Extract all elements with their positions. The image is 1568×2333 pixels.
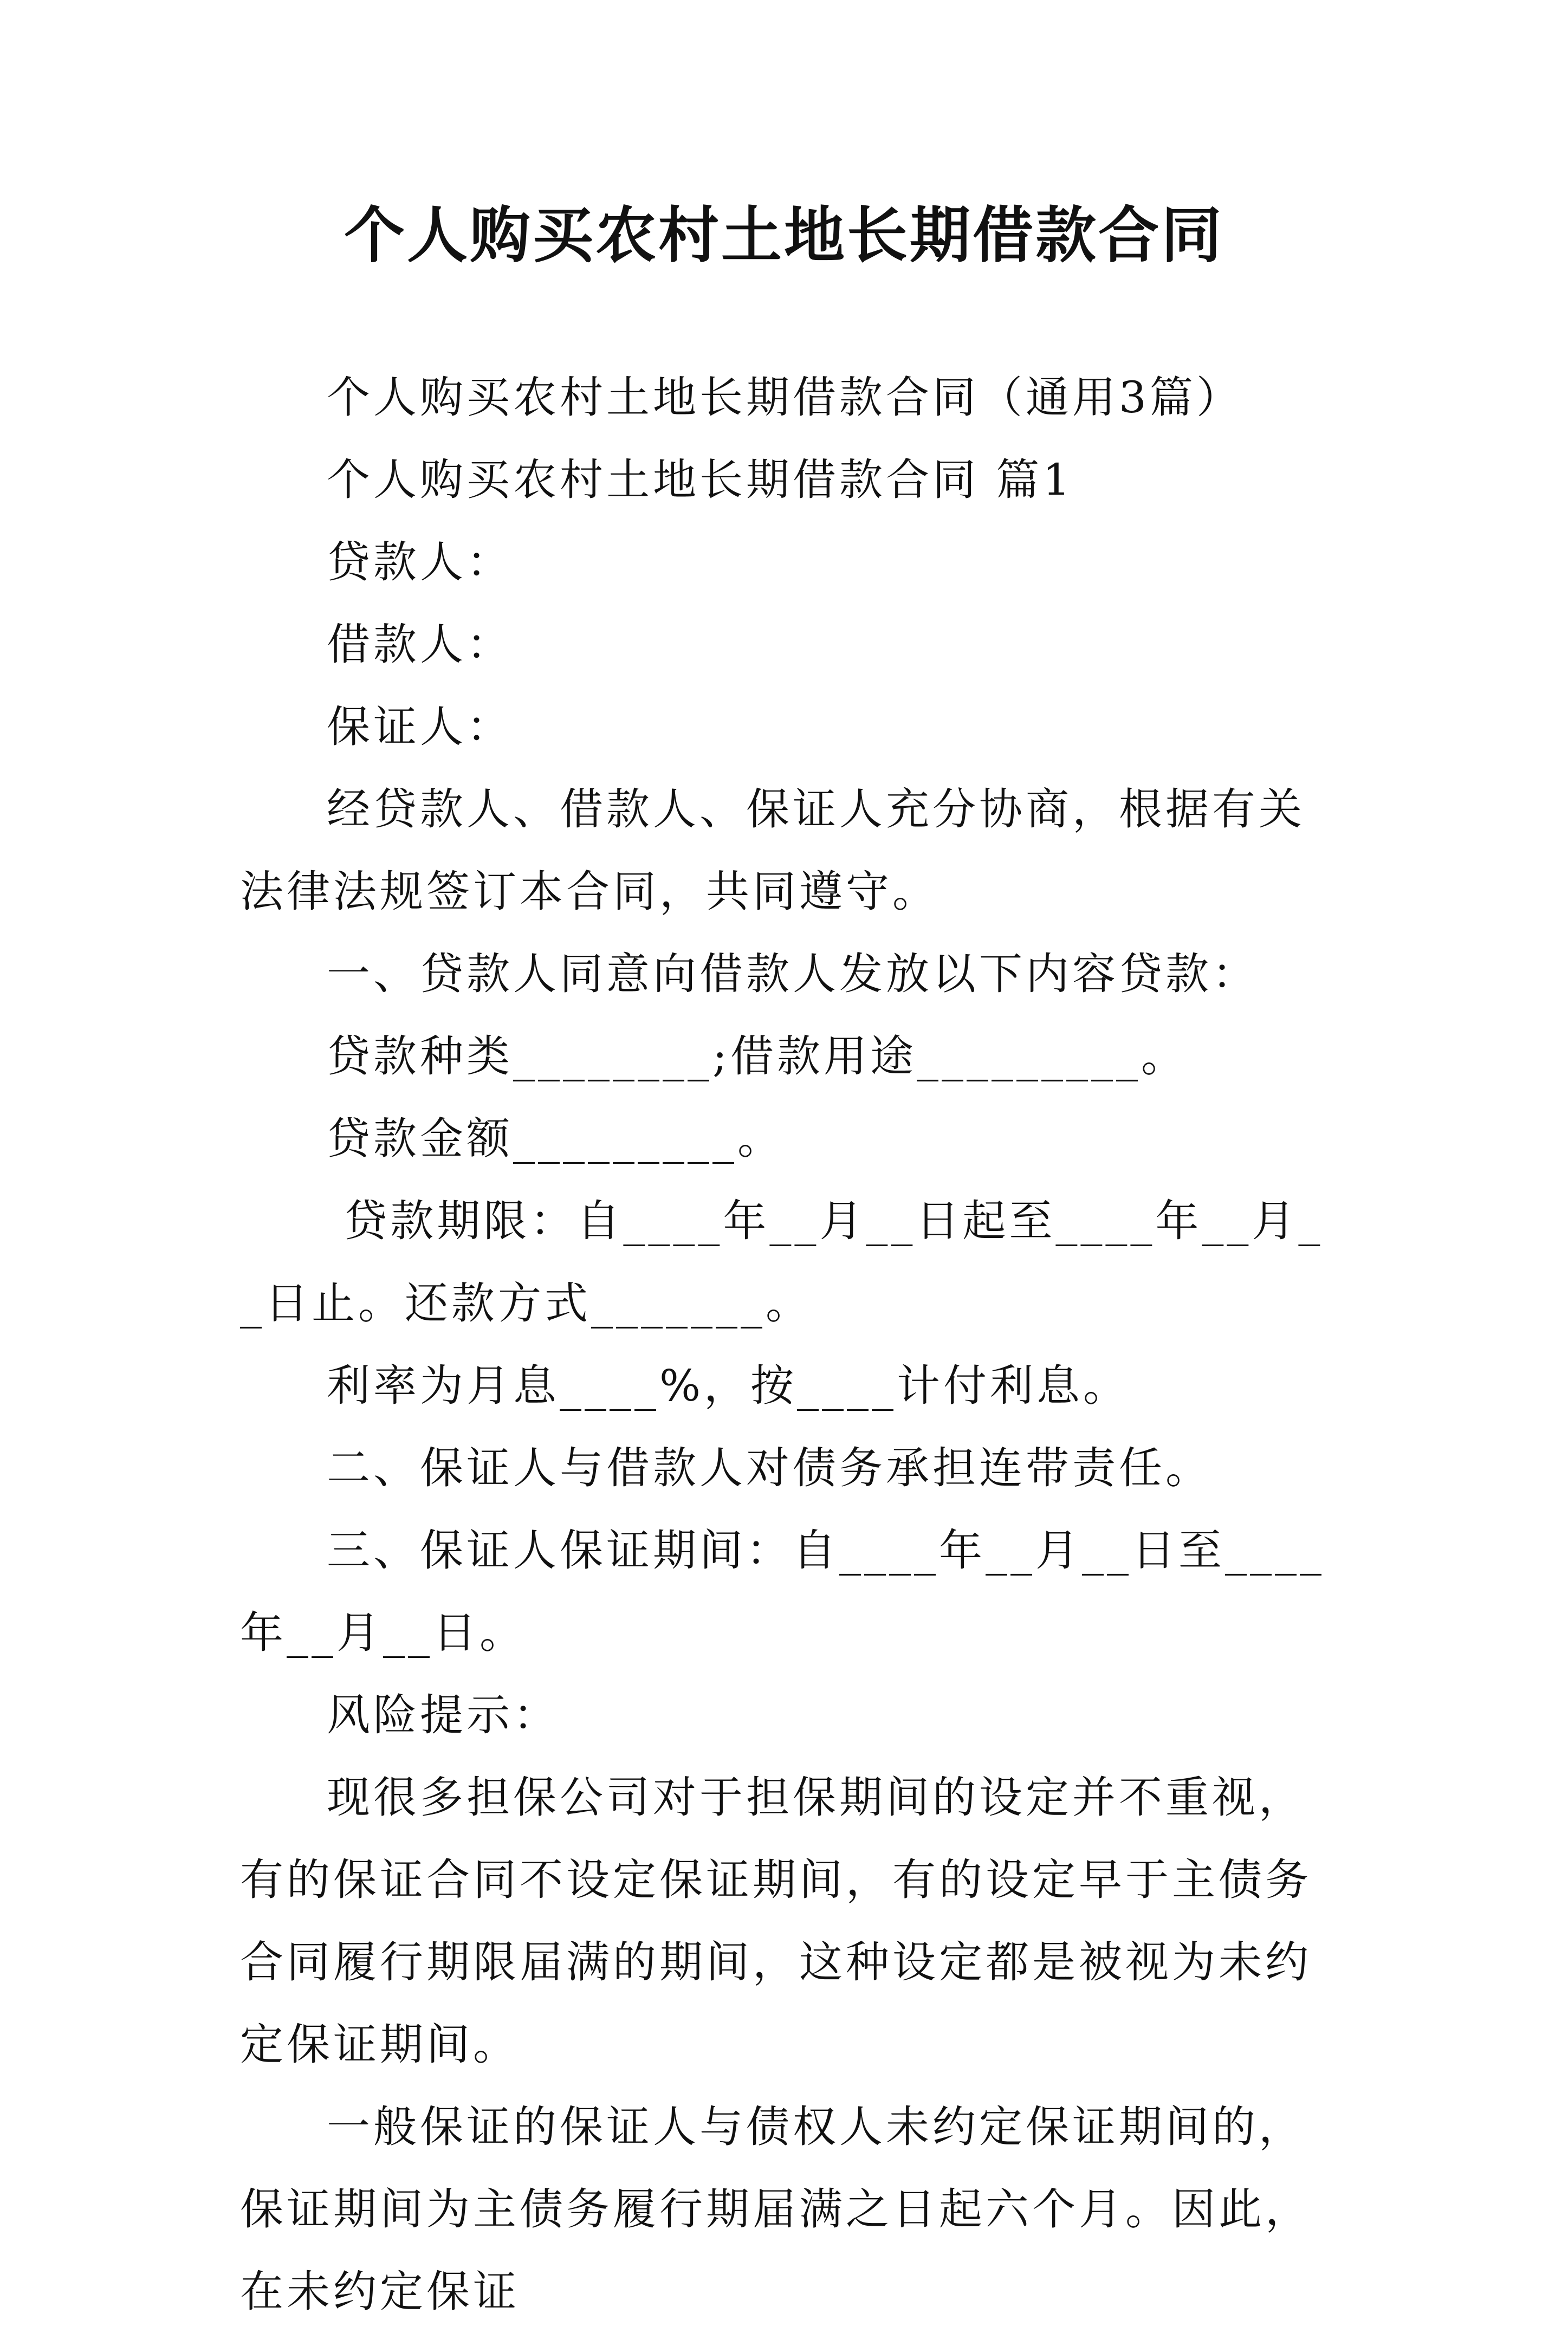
paragraph-interest-rate: 利率为月息____%，按____计付利息。 <box>327 1360 1130 1411</box>
paragraph-loan-type: 贷款种类________;借款用途_________。 <box>327 1031 1188 1081</box>
paragraph-subtitle: 个人购买农村土地长期借款合同（通用3篇） <box>327 372 1243 423</box>
paragraph-borrower: 借款人： <box>327 619 513 670</box>
document-title: 个人购买农村土地长期借款合同 <box>344 200 1224 271</box>
paragraph-risk-text-1: 现很多担保公司对于担保期间的设定并不重视，有的保证合同不设定保证期间，有的设定早于主债务合同履行期限届满的期间，这种设定都是被视为未约定保证期间。 <box>240 1772 1312 2070</box>
paragraph-risk-text-2: 一般保证的保证人与债权人未约定保证期间的，保证期间为主债务履行期届满之日起六个月。因此，在未约定保证 <box>240 2102 1312 2317</box>
paragraph-clause-2: 二、保证人与借款人对债务承担连带责任。 <box>327 1443 1212 1493</box>
paragraph-guarantor: 保证人： <box>327 702 513 752</box>
paragraph-section-heading: 个人购买农村土地长期借款合同 篇1 <box>327 455 1074 505</box>
paragraph-loan-amount: 贷款金额_________。 <box>327 1113 784 1164</box>
paragraph-clause-3: 三、保证人保证期间：自____年__月__日至____年__月__日。 <box>240 1525 1325 1658</box>
paragraph-loan-term: 贷款期限：自____年__月__日起至____年__月__日止。还款方式_______。 <box>240 1196 1324 1328</box>
paragraph-risk-heading: 风险提示： <box>327 1690 560 1740</box>
paragraph-lender: 贷款人： <box>327 537 513 587</box>
document-body <box>240 357 1345 2333</box>
paragraph-clause-1: 一、贷款人同意向借款人发放以下内容贷款： <box>327 949 1259 999</box>
paragraph-agreement: 经贷款人、借款人、保证人充分协商，根据有关法律法规签订本合同，共同遵守。 <box>240 784 1305 917</box>
